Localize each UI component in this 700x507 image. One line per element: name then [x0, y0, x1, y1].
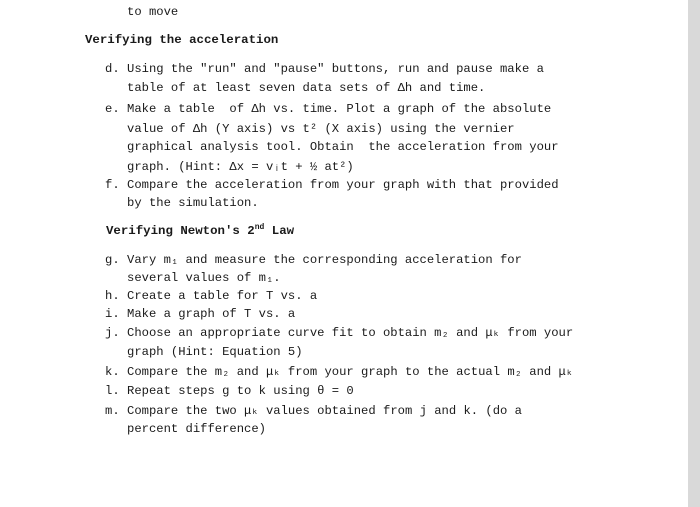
item-m-line-1: Compare the two μₖ values obtained from j and k. (do a: [127, 404, 522, 418]
item-e-line-3: graphical analysis tool. Obtain the acceleration from your: [127, 140, 559, 154]
item-d-line-1: Using the "run" and "pause" buttons, run and pause make a: [127, 62, 544, 76]
item-d-line-2: table of at least seven data sets of Δh and time.: [127, 81, 486, 95]
section-heading-newton: [106, 223, 294, 239]
item-e-line-1: Make a table of Δh vs. time. Plot a graph of the absolute: [127, 102, 552, 116]
heading-newton-text: Verifying Newton's 2: [106, 224, 255, 238]
item-i-line-1: Make a graph of T vs. a: [127, 307, 296, 321]
item-l-letter: l.: [105, 384, 120, 398]
item-h-letter: h.: [105, 289, 120, 303]
item-d-letter: d.: [105, 62, 120, 76]
item-i-letter: i.: [105, 307, 120, 321]
item-e-letter: e.: [105, 102, 120, 116]
item-e-line-2: value of Δh (Y axis) vs t² (X axis) using the vernier: [127, 122, 515, 136]
item-m-line-2: percent difference): [127, 422, 266, 436]
section-heading-acceleration: Verifying the acceleration: [85, 33, 279, 47]
item-m-letter: m.: [105, 404, 120, 418]
item-k-letter: k.: [105, 365, 120, 379]
item-k-line-1: Compare the m₂ and μₖ from your graph to the actual m₂ and μₖ: [127, 365, 574, 379]
item-e-line-4: graph. (Hint: Δx = vᵢt + ½ at²): [127, 160, 354, 174]
item-h-line-1: Create a table for T vs. a: [127, 289, 318, 303]
item-f-line-1: Compare the acceleration from your graph with that provided: [127, 178, 559, 192]
item-g-letter: g.: [105, 253, 120, 267]
top-fragment: to move: [127, 5, 179, 19]
item-g-line-1: Vary m₁ and measure the corresponding acceleration for: [127, 253, 522, 267]
page-edge: [688, 0, 700, 507]
item-l-line-1: Repeat steps g to k using θ = 0: [127, 384, 354, 398]
item-f-letter: f.: [105, 178, 120, 192]
item-g-line-2: several values of m₁.: [127, 271, 281, 285]
item-f-line-2: by the simulation.: [127, 196, 259, 210]
item-j-line-2: graph (Hint: Equation 5): [127, 345, 303, 359]
item-j-line-1: Choose an appropriate curve fit to obtain m₂ and μₖ from your: [127, 326, 574, 340]
item-j-letter: j.: [105, 326, 120, 340]
heading-newton-tail: Law: [264, 224, 295, 238]
heading-newton-sup: nd: [254, 222, 265, 232]
